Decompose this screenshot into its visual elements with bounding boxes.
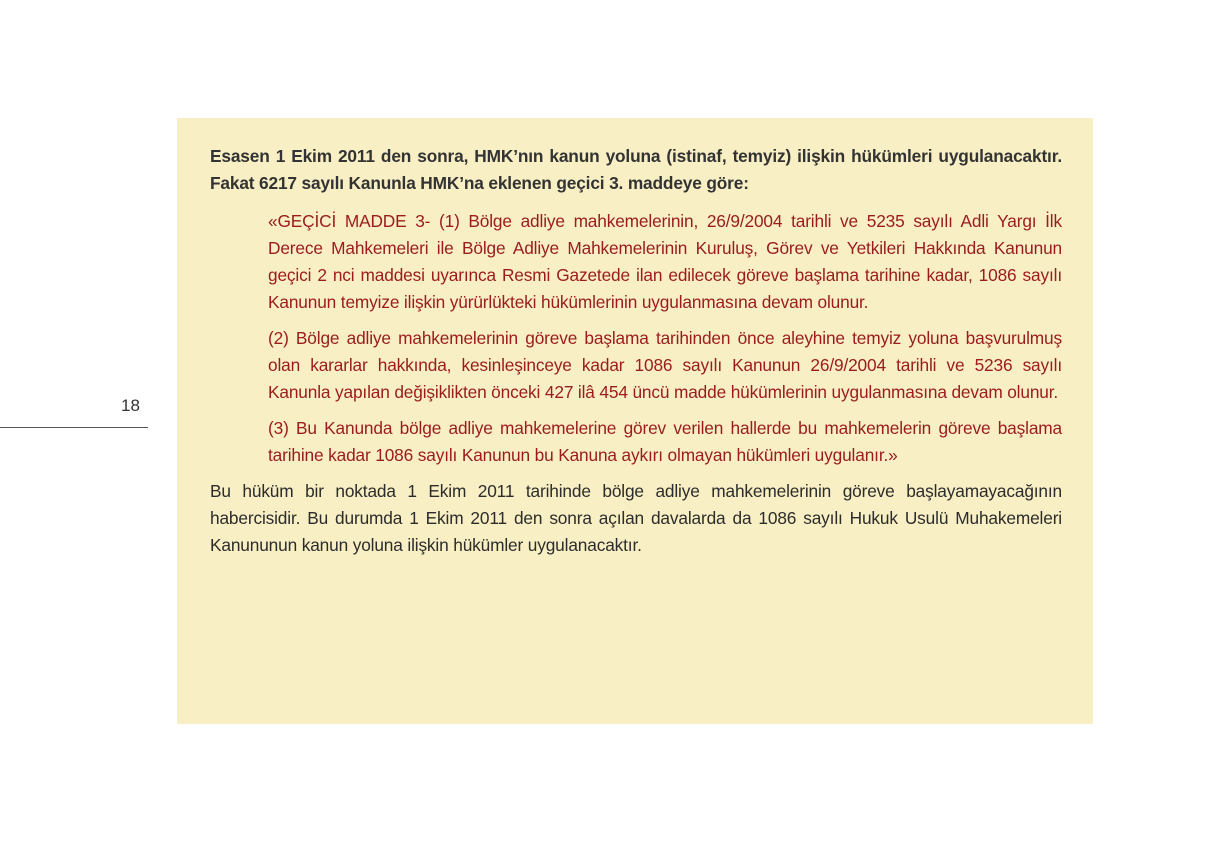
closing-paragraph: Bu hüküm bir noktada 1 Ekim 2011 tarihinde bölge adliye mahkemelerinin göreve başlayamayacağının habercisidir. Bu durumda 1 Ekim 2011 den sonra açılan davalarda da 1086 sayılı Hukuk Usulü Muhakemeleri Kanununun kanun yoluna ilişkin hükümler uygulanacaktır. [210,481,1062,555]
quote-paragraph-2: (2) Bölge adliye mahkemelerinin göreve başlama tarihinden önce aleyhine temyiz yoluna başvurulmuş olan kararlar hakkında, kesinleşinceye kadar 1086 sayılı Kanunun 26/9/2004 tarihli ve 5236 sayılı Kanunla yapılan değişiklikten önceki 427 ilâ 454 üncü madde hükümlerinin uygulanmasına devam olunur. [268,328,1062,402]
quote-paragraph-3: (3) Bu Kanunda bölge adliye mahkemelerine görev verilen hallerde bu mahkemelerin göreve başlama tarihine kadar 1086 sayılı Kanunun bu Kanuna aykırı olmayan hükümleri uygulanır.» [268,418,1062,465]
page-number-rule [0,427,148,428]
quote-paragraph-1: «GEÇİCİ MADDE 3- (1) Bölge adliye mahkemelerinin, 26/9/2004 tarihli ve 5235 sayılı Adli Yargı İlk Derece Mahkemeleri ile Bölge Adliye Mahkemelerinin Kuruluş, Görev ve Yetkileri Hakkında Kanunun geçici 2 nci maddesi uyarınca Resmi Gazetede ilan edilecek göreve başlama tarihine kadar, 1086 sayılı Kanunun temyize ilişkin yürürlükteki hükümlerinin uygulanmasına devam olunur. [268,211,1062,312]
page-number: 18 [121,396,140,415]
law-quote [268,208,1062,469]
text-area [210,143,1062,559]
intro-paragraph: Esasen 1 Ekim 2011 den sonra, HMK’nın kanun yoluna (istinaf, temyiz) ilişkin hükümleri uygulanacaktır. Fakat 6217 sayılı Kanunla HMK’na eklenen geçici 3. maddeye göre: [210,146,1062,193]
